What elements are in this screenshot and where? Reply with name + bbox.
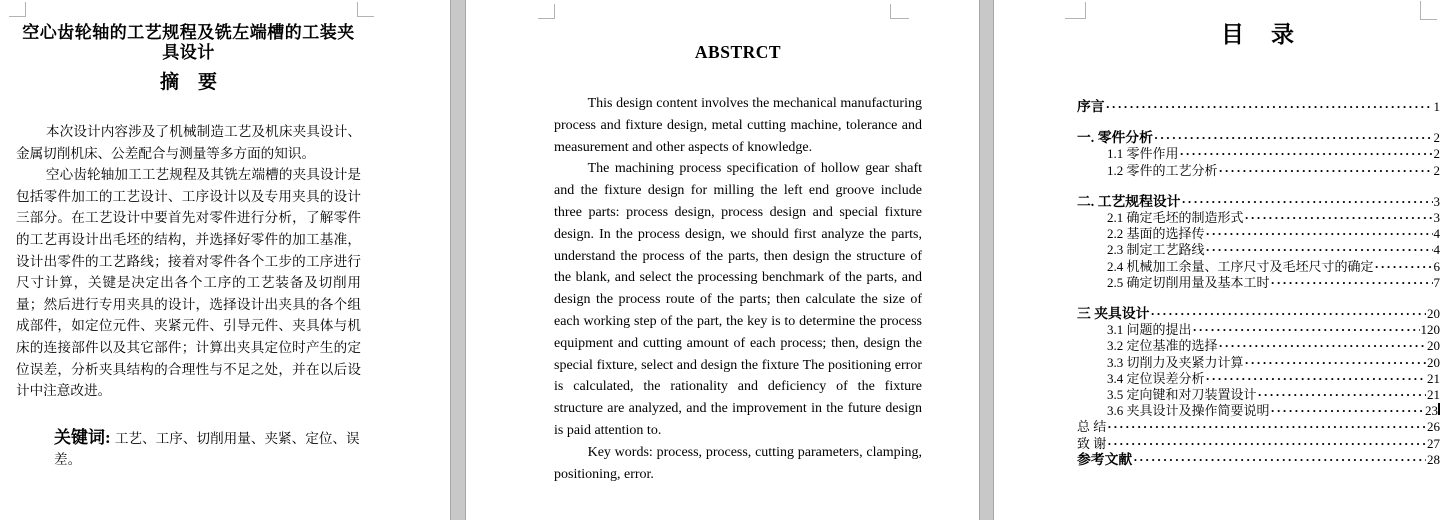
- toc-entry-label: 3.4 定位误差分析: [1107, 370, 1205, 386]
- toc-entry[interactable]: [1077, 275, 1440, 291]
- toc-entry-label: 总 结: [1077, 419, 1107, 435]
- toc-entry-label: 3.3 切削力及夹紧力计算: [1107, 354, 1244, 370]
- toc-entry[interactable]: [1077, 419, 1440, 435]
- toc-dot-leader: [1150, 306, 1426, 322]
- toc-entry-label: 2.4 机械加工余量、工序尺寸及毛坯尺寸的确定: [1107, 258, 1374, 274]
- toc-entry-page: 120: [1420, 322, 1440, 338]
- toc-dot-leader: [1271, 403, 1424, 419]
- page-abstract-en[interactable]: [465, 0, 980, 520]
- toc-entry-label: 3.5 定向键和对刀装置设计: [1107, 387, 1257, 403]
- toc-dot-leader: [1193, 322, 1420, 338]
- toc-entry[interactable]: [1077, 146, 1440, 162]
- abstract-cn-paragraph: 本次设计内容涉及了机械制造工艺及机床夹具设计、金属切削机床、公差配合与测量等多方面的知识。: [16, 124, 361, 161]
- toc-dot-leader: [1206, 242, 1433, 258]
- toc-entry-label: 二. 工艺规程设计: [1077, 193, 1181, 209]
- toc-entry-label: 参考文献: [1077, 451, 1133, 467]
- toc-entry-page: 28: [1427, 451, 1440, 467]
- toc-entry-page: 4: [1433, 226, 1440, 242]
- abstract-en-paragraph: This design content involves the mechanical manufacturing process and fixture design, metal cutting machine, tolerance and measurement and other aspects of knowledge.: [554, 96, 922, 155]
- toc-entry[interactable]: [1077, 242, 1440, 258]
- toc-dot-leader: [1245, 355, 1426, 371]
- toc-entry[interactable]: [1077, 322, 1440, 338]
- doc-title-cn: 空心齿轮轴的工艺规程及铣左端槽的工装夹具设计: [22, 23, 355, 62]
- toc-entry-label: 3.1 问题的提出: [1107, 322, 1192, 338]
- toc-entry-page: 7: [1433, 274, 1440, 290]
- toc-entry-page: 20: [1427, 306, 1440, 322]
- toc-dot-leader: [1180, 146, 1433, 162]
- toc-entry-page: 3: [1433, 193, 1440, 209]
- toc-list: [1077, 99, 1440, 468]
- toc-entry[interactable]: [1077, 226, 1440, 242]
- toc-entry-label: 序言: [1077, 99, 1105, 114]
- toc-entry-page: 2: [1433, 146, 1440, 162]
- toc-heading: 目 录: [1221, 22, 1296, 47]
- toc-entry-label: 3.2 定位基准的选择: [1107, 338, 1218, 354]
- abstract-cn-heading: 摘 要: [159, 72, 217, 94]
- toc-entry-page: 4: [1433, 242, 1440, 258]
- toc-entry-label: 2.5 确定切削用量及基本工时: [1107, 274, 1270, 290]
- keywords-cn-text: 工艺、工序、切削用量、夹紧、定位、误差。: [54, 430, 360, 467]
- toc-entry-page: 21: [1427, 387, 1440, 403]
- toc-entry[interactable]: [1077, 130, 1440, 146]
- margin-corner-mark: [9, 2, 26, 17]
- toc-dot-leader: [1219, 338, 1426, 354]
- toc-entry-label: 1.2 零件的工艺分析: [1107, 162, 1218, 178]
- toc-dot-leader: [1271, 275, 1433, 291]
- toc-entry[interactable]: [1077, 387, 1440, 403]
- abstract-en-heading: ABSTRCT: [694, 42, 782, 62]
- toc-entry[interactable]: [1077, 163, 1440, 179]
- toc-entry-label: 2.1 确定毛坯的制造形式: [1107, 210, 1244, 226]
- toc-dot-leader: [1107, 419, 1426, 435]
- toc-entry-label: 1.1 零件作用: [1107, 146, 1179, 162]
- toc-entry[interactable]: [1077, 99, 1440, 115]
- toc-dot-leader: [1133, 452, 1426, 468]
- toc-entry-page: 2: [1433, 162, 1440, 178]
- toc-entry-page: 20: [1427, 338, 1440, 354]
- toc-entry[interactable]: [1077, 403, 1440, 419]
- toc-entry[interactable]: [1077, 371, 1440, 387]
- margin-corner-mark: [890, 4, 909, 19]
- abstract-en-paragraph: Key words: process, process, cutting parameters, clamping, positioning, error.: [554, 444, 922, 482]
- abstract-cn-paragraph: 空心齿轮轴加工工艺规程及其铣左端槽的夹具设计是包括零件加工的工艺设计、工序设计以及专用夹具的设计三部分。在工艺设计中要首先对零件进行分析，了解零件的工艺再设计出毛坯的结构，并选择好零件的加工基准，设计出零件的工艺路线；接着对零件各个工步的工序进行尺寸计算，关键是决定出各个工序的工艺装备及切削用量；然后进行专用夹具的设计，选择设计出夹具的各个组成部件，如定位元件、夹紧元件、引导元件、夹具体与机床的连接部件以及其它部件；计算出夹具定位时产生的定位误差，分析夹具结构的合理性与不足之处，并在以后设计中注意改进。: [16, 167, 361, 399]
- toc-dot-leader: [1375, 259, 1433, 275]
- toc-entry[interactable]: [1077, 306, 1440, 322]
- toc-entry-page: 2: [1433, 130, 1440, 146]
- toc-entry-page: 26: [1427, 419, 1440, 435]
- toc-dot-leader: [1206, 226, 1433, 242]
- toc-dot-leader: [1106, 99, 1433, 115]
- toc-entry-page: 20: [1427, 354, 1440, 370]
- toc-entry[interactable]: [1077, 436, 1440, 452]
- toc-entry-label: 一. 零件分析: [1077, 130, 1153, 146]
- toc-entry-label: 3.6 夹具设计及操作简要说明: [1107, 403, 1270, 419]
- toc-entry[interactable]: [1077, 259, 1440, 275]
- margin-corner-mark: [538, 4, 555, 19]
- toc-entry-label: 三 夹具设计: [1077, 306, 1150, 322]
- abstract-en-paragraph: The machining process specification of hollow gear shaft and the fixture design for milling the left end groove include three parts: process design, process design and special fixture design. In the process design, we should first analyze the parts, understand the process of the parts, then design the structure of the blank, and select the processing benchmark of the parts, and design the process route of the parts; then calculate the size of each working step of the part, the key is to determine the process equipment and cutting amount of each process; then, design the special fixture, select and design the fixture The positioning error is calculated, the rationality and deficiency of the fixture structure are analyzed, and the improvement in the future design is paid attention to.: [554, 161, 922, 438]
- toc-entry-page: 27: [1427, 435, 1440, 451]
- abstract-cn-body: [16, 121, 361, 402]
- toc-entry-label: 2.2 基面的选择传: [1107, 226, 1205, 242]
- toc-entry[interactable]: [1077, 194, 1440, 210]
- keywords-cn: [54, 427, 361, 470]
- toc-entry[interactable]: [1077, 452, 1440, 468]
- keywords-cn-label: 关键词:: [54, 427, 115, 447]
- abstract-en-body: [554, 93, 922, 485]
- toc-entry-page: 3: [1433, 210, 1440, 226]
- toc-dot-leader: [1206, 371, 1426, 387]
- toc-entry[interactable]: [1077, 355, 1440, 371]
- toc-dot-leader: [1219, 163, 1433, 179]
- toc-entry-page: 23: [1425, 403, 1438, 419]
- toc-entry-label: 致 谢: [1077, 435, 1107, 451]
- toc-entry[interactable]: [1077, 210, 1440, 226]
- toc-dot-leader: [1154, 130, 1433, 146]
- toc-dot-leader: [1258, 387, 1426, 403]
- toc-dot-leader: [1181, 194, 1432, 210]
- toc-entry-page: 21: [1427, 370, 1440, 386]
- margin-corner-mark: [357, 2, 374, 17]
- toc-dot-leader: [1245, 210, 1433, 226]
- page-toc[interactable]: [993, 0, 1454, 520]
- text-cursor: [1438, 403, 1440, 415]
- toc-entry-page: 6: [1433, 258, 1440, 274]
- toc-dot-leader: [1107, 436, 1426, 452]
- toc-entry-label: 2.3 制定工艺路线: [1107, 242, 1205, 258]
- toc-entry-page: 1: [1433, 99, 1440, 114]
- page-abstract-cn[interactable]: [0, 0, 451, 520]
- toc-entry[interactable]: [1077, 338, 1440, 354]
